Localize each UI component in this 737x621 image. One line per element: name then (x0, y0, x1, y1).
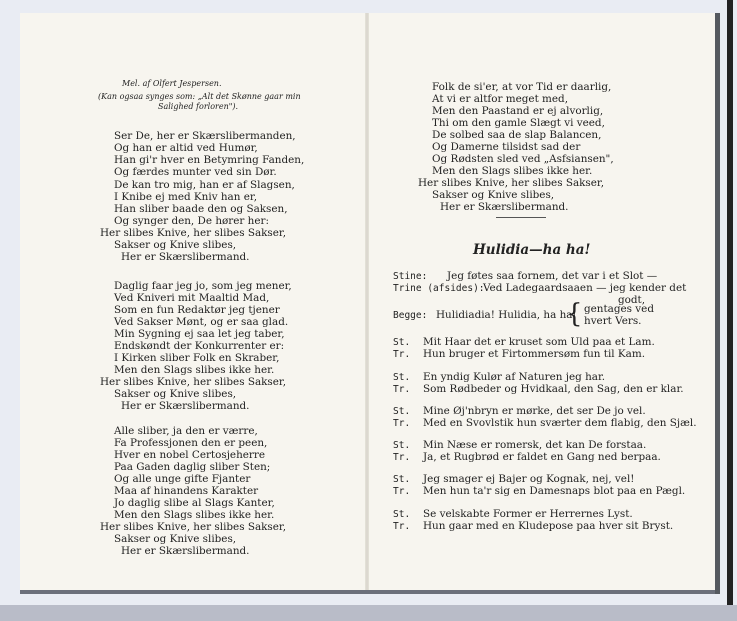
scan-border (727, 0, 733, 621)
verse-line: Min Sygning ej saa let jeg taber, (114, 328, 285, 340)
verse-line: Ved Kniveri mit Maaltid Mad, (114, 292, 270, 304)
verse-line: Thi om den gamle Slægt vi veed, (432, 117, 605, 129)
refrain-line: Her er Skærslibermand. (121, 545, 250, 557)
dialogue-line: Hulidiadia! Hulidia, ha ha! (436, 309, 577, 321)
verse-line: At vi er altfor meget med, (432, 93, 569, 105)
speaker-label: St. (393, 474, 411, 485)
verse-line: Og synger den, De hører her: (114, 215, 269, 227)
also-sung-note-cont: Salighed forloren"). (158, 102, 239, 111)
verse-line: Men den Slags slibes ikke her. (432, 165, 593, 177)
dialogue-line: En yndig Kulør af Naturen jeg har. (423, 371, 606, 383)
refrain-line: Her er Skærslibermand. (440, 201, 569, 213)
verse-line: Og Rødsten sled ved „Asfsiansen", (432, 153, 614, 165)
verse-line: Som en fun Redaktør jeg tjener (114, 304, 280, 316)
speaker-label: Tr. (393, 452, 411, 463)
speaker-label: Trine (afsides): (393, 283, 485, 294)
refrain-line: Her slibes Knive, her slibes Sakser, (100, 521, 287, 533)
verse-line: Hver en nobel Certosjeherre (114, 449, 265, 461)
song-title: Hulidia—ha ha! (473, 242, 591, 258)
dialogue-line: Hun bruger et Firtommersøm fun til Kam. (423, 348, 646, 360)
verse-line: I Kirken sliber Folk en Skraber, (114, 352, 280, 364)
verse-line: Ved Sakser Mønt, og er saa glad. (114, 316, 289, 328)
refrain-line: Her er Skærslibermand. (121, 251, 250, 263)
dialogue-line: Ja, et Rugbrød er faldet en Gang ned berpaa. (423, 451, 661, 463)
dialogue-line: Med en Svovlstik hun sværter dem flabig, den Sjæl. (423, 417, 697, 429)
verse-line: De kan tro mig, han er af Slagsen, (114, 179, 295, 191)
speaker-label: Tr. (393, 486, 411, 497)
page-edge-shadow (20, 590, 715, 594)
speaker-label: St. (393, 406, 411, 417)
refrain-line: Sakser og Knive slibes, (114, 239, 237, 251)
refrain-line: Sakser og Knive slibes, (432, 189, 555, 201)
repeat-note: gentages ved (584, 303, 654, 315)
dialogue-line: Min Næse er romersk, det kan De forstaa. (423, 439, 647, 451)
verse-line: Men den Slags slibes ikke her. (114, 509, 275, 521)
dialogue-line: Jeg smager ej Bajer og Kognak, nej, vel! (423, 473, 635, 485)
verse-line: I Knibe ej med Kniv han er, (114, 191, 258, 203)
speaker-label: St. (393, 509, 411, 520)
verse-line: Men den Paastand er ej alvorlig, (432, 105, 604, 117)
verse-line: Endskøndt der Konkurrenter er: (114, 340, 285, 352)
speaker-label: Tr. (393, 521, 411, 532)
speaker-label: Tr. (393, 384, 411, 395)
speaker-label: Stine: (393, 271, 428, 282)
dialogue-line: Som Rødbeder og Hvidkaal, den Sag, den er klar. (423, 383, 684, 395)
dialogue-line: Men hun ta'r sig en Damesnaps blot paa en Pægl. (423, 485, 686, 497)
dialogue-line: Ved Ladegaardsaaen — jeg kender det (483, 282, 687, 294)
dialogue-line: Jeg føtes saa fornem, det var i et Slot — (447, 270, 658, 282)
verse-line: Maa af hinandens Karakter (114, 485, 259, 497)
verse-line: Alle sliber, ja den er værre, (114, 425, 258, 437)
speaker-label: Begge: (393, 310, 428, 321)
repeat-note: hvert Vers. (584, 315, 642, 327)
verse-line: Ser De, her er Skærslibermanden, (114, 130, 296, 142)
verse-line: Paa Gaden daglig sliber Sten; (114, 461, 271, 473)
scan-bottom-border (0, 605, 737, 621)
speaker-label: Tr. (393, 418, 411, 429)
verse-line: Og alle unge gifte Fjanter (114, 473, 251, 485)
also-sung-note: (Kan ogsaa synges som: „Alt det Skønne gaar min (98, 92, 301, 101)
refrain-line: Her slibes Knive, her slibes Sakser, (418, 177, 605, 189)
dialogue-line: Se velskabte Former er Herrernes Lyst. (423, 508, 633, 520)
refrain-line: Her slibes Knive, her slibes Sakser, (100, 227, 287, 239)
verse-line: Og han er altid ved Humør, (114, 142, 258, 154)
dialogue-line: Hun gaar med en Kludepose paa hver sit Bryst. (423, 520, 674, 532)
refrain-line: Her er Skærslibermand. (121, 400, 250, 412)
verse-line: Han gi'r hver en Betymring Fanden, (114, 154, 305, 166)
verse-line: Og Damerne tilsidst sad der (432, 141, 581, 153)
verse-line: Daglig faar jeg jo, som jeg mener, (114, 280, 292, 292)
verse-line: Jo daglig slibe al Slags Kanter, (114, 497, 275, 509)
speaker-label: St. (393, 440, 411, 451)
page-fold (365, 13, 369, 590)
dialogue-line: godt, (618, 294, 646, 306)
verse-line: Han sliber baade den og Saksen, (114, 203, 288, 215)
dialogue-line: Mit Haar det er kruset som Uld paa et Lam. (423, 336, 655, 348)
refrain-line: Sakser og Knive slibes, (114, 388, 237, 400)
section-divider (496, 217, 546, 218)
verse-line: Fa Professjonen den er peen, (114, 437, 268, 449)
brace-glyph: { (566, 299, 583, 329)
verse-line: De solbed saa de slap Balancen, (432, 129, 602, 141)
speaker-label: Tr. (393, 349, 411, 360)
refrain-line: Her slibes Knive, her slibes Sakser, (100, 376, 287, 388)
page-edge-right (715, 13, 720, 594)
speaker-label: St. (393, 372, 411, 383)
dialogue-line: Mine Øj'nbryn er mørke, det ser De jo vel. (423, 405, 646, 417)
speaker-label: St. (393, 337, 411, 348)
verse-line: Men den Slags slibes ikke her. (114, 364, 275, 376)
verse-line: Folk de si'er, at vor Tid er daarlig, (432, 81, 612, 93)
refrain-line: Sakser og Knive slibes, (114, 533, 237, 545)
verse-line: Og færdes munter ved sin Dør. (114, 166, 277, 178)
melody-note: Mel. af Olfert Jespersen. (122, 79, 222, 88)
